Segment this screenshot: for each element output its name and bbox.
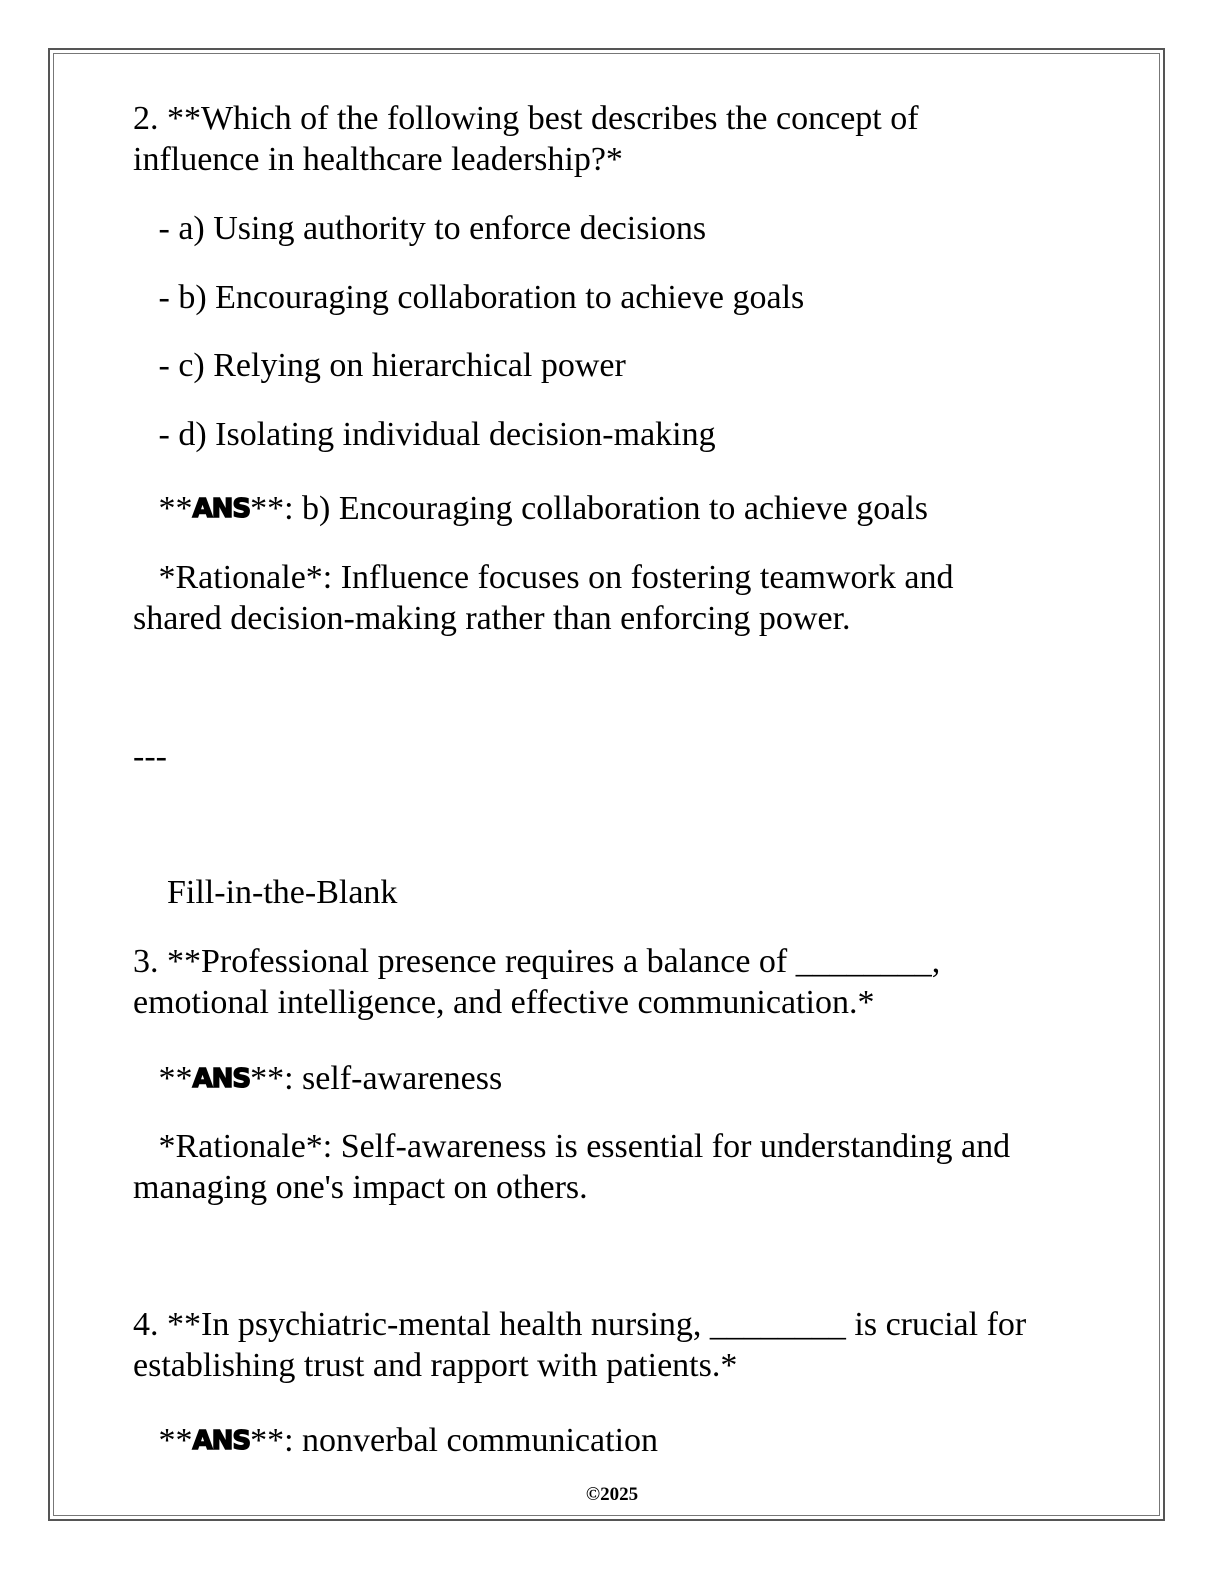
q2-ans-badge: ANS xyxy=(192,494,251,524)
q2-question-line-1: 2. **Which of the following best describes the concept of xyxy=(133,100,919,137)
q3-answer-prefix: ** xyxy=(133,1060,193,1097)
q4-answer xyxy=(133,1420,658,1462)
q4-ans-badge: ANS xyxy=(192,1426,251,1456)
q4-answer-text: **: nonverbal communication xyxy=(250,1422,659,1459)
q2-option-d: - d) Isolating individual decision-making xyxy=(133,416,716,453)
q3-rationale-line-2: managing one's impact on others. xyxy=(133,1169,588,1206)
q2-answer-prefix: ** xyxy=(133,490,193,527)
q2-option-c: - c) Relying on hierarchical power xyxy=(133,347,626,384)
q2-answer-text: **: b) Encouraging collaboration to achieve goals xyxy=(250,490,929,527)
q3-answer-text: **: self-awareness xyxy=(250,1060,503,1097)
page-border-inner xyxy=(53,53,1160,1516)
q2-option-b: - b) Encouraging collaboration to achieve goals xyxy=(133,279,805,316)
q2-rationale-line-1: *Rationale*: Influence focuses on fostering teamwork and xyxy=(133,559,954,596)
q3-rationale-line-1: *Rationale*: Self-awareness is essential for understanding and xyxy=(133,1128,1011,1165)
q2-answer xyxy=(133,488,928,530)
q3-ans-badge: ANS xyxy=(192,1064,251,1094)
section-separator: --- xyxy=(133,738,167,775)
q3-answer xyxy=(133,1058,502,1100)
q3-question-line-1: 3. **Professional presence requires a balance of ________, xyxy=(133,943,941,980)
q2-rationale-line-2: shared decision-making rather than enforcing power. xyxy=(133,600,851,637)
q2-question-line-2: influence in healthcare leadership?* xyxy=(133,141,623,178)
q2-option-a: - a) Using authority to enforce decisions xyxy=(133,210,707,247)
q3-question-line-2: emotional intelligence, and effective communication.* xyxy=(133,984,875,1021)
q4-answer-prefix: ** xyxy=(133,1422,193,1459)
q4-question-line-2: establishing trust and rapport with patients.* xyxy=(133,1347,738,1384)
section-heading: Fill-in-the-Blank xyxy=(133,874,398,911)
copyright-footer: ©2025 xyxy=(585,1484,639,1505)
q4-question-line-1: 4. **In psychiatric-mental health nursing, ________ is crucial for xyxy=(133,1306,1027,1343)
